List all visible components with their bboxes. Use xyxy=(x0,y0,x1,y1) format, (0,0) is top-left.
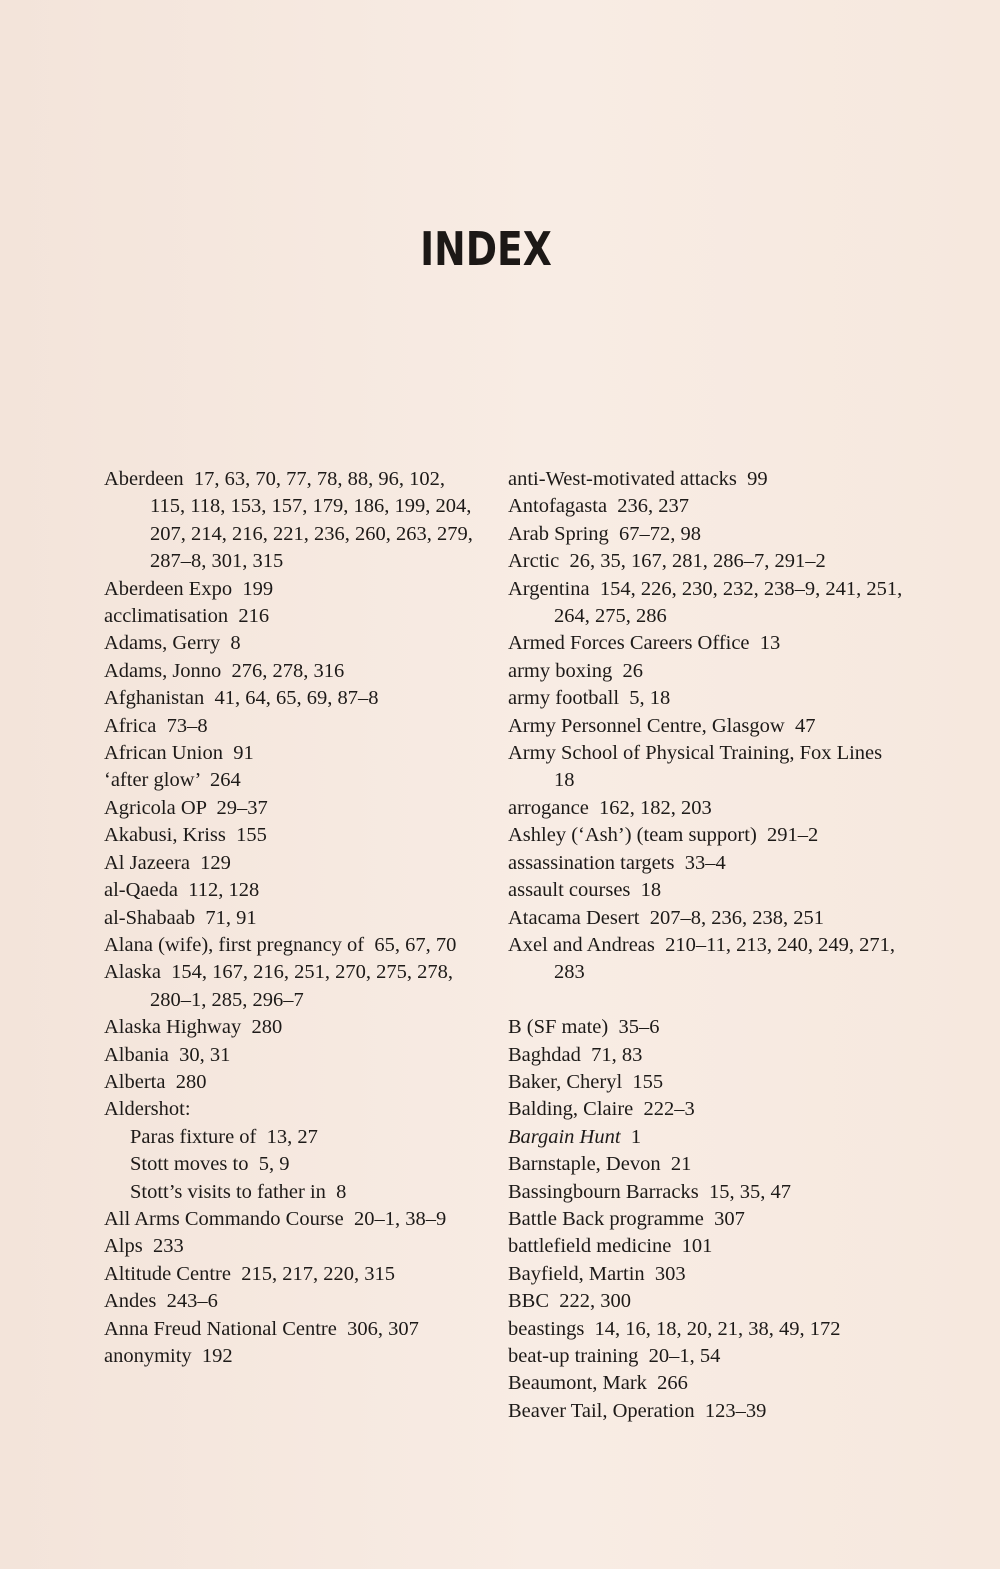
index-entry: Alaska Highway 280 xyxy=(104,1016,283,1039)
index-entry: Axel and Andreas 210–11, 213, 240, 249, 271, 283 xyxy=(508,933,901,984)
index-entry: Arctic 26, 35, 167, 281, 286–7, 291–2 xyxy=(508,550,826,573)
index-entry: arrogance 162, 182, 203 xyxy=(508,796,712,819)
index-entry: al-Qaeda 112, 128 xyxy=(104,879,260,902)
index-entry-title: Bargain Hunt xyxy=(508,1125,621,1148)
index-entry: assassination targets 33–4 xyxy=(508,851,726,874)
index-entry: Army Personnel Centre, Glasgow 47 xyxy=(508,714,816,737)
index-entry: anonymity 192 xyxy=(104,1345,233,1367)
index-entry: Altitude Centre 215, 217, 220, 315 xyxy=(104,1262,395,1285)
index-letter-gap xyxy=(508,987,908,1014)
index-entry: Atacama Desert 207–8, 236, 238, 251 xyxy=(508,906,824,929)
index-entry xyxy=(508,1124,908,1151)
index-entry: Battle Back programme 307 xyxy=(508,1207,745,1230)
index-entry: ‘after glow’ 264 xyxy=(104,769,241,792)
index-entry: BBC 222, 300 xyxy=(508,1290,632,1313)
index-entry: Agricola OP 29–37 xyxy=(104,796,268,819)
index-entry: Anna Freud National Centre 306, 307 xyxy=(104,1317,419,1340)
index-entry: Bassingbourn Barracks 15, 35, 47 xyxy=(508,1180,791,1203)
index-entry: Aberdeen Expo 199 xyxy=(104,577,274,600)
index-entry: army boxing 26 xyxy=(508,659,643,682)
index-entry: Albania 30, 31 xyxy=(104,1043,231,1066)
index-entry: Alaska 154, 167, 216, 251, 270, 275, 278, 280–1, 285, 296–7 xyxy=(104,961,459,1011)
index-entry: battlefield medicine 101 xyxy=(508,1235,713,1258)
index-subentry: Stott moves to 5, 9 xyxy=(130,1153,290,1176)
index-entry: Baker, Cheryl 155 xyxy=(508,1070,664,1093)
index-entry: Ashley (‘Ash’) (team support) 291–2 xyxy=(508,824,819,847)
index-entry: assault courses 18 xyxy=(508,879,662,902)
index-entry: Adams, Gerry 8 xyxy=(104,632,241,655)
index-entry: Andes 243–6 xyxy=(104,1290,218,1313)
index-entry: Argentina 154, 226, 230, 232, 238–9, 241, 251, 264, 275, 286 xyxy=(508,577,908,628)
index-entry: beastings 14, 16, 18, 20, 21, 38, 49, 172 xyxy=(508,1317,841,1340)
index-entry: acclimatisation 216 xyxy=(104,605,270,628)
index-entry: anti-West-motivated attacks 99 xyxy=(508,468,768,490)
index-entry: Baghdad 71, 83 xyxy=(508,1043,643,1066)
index-entry: Beaver Tail, Operation 123–39 xyxy=(508,1399,767,1422)
index-entry: Antofagasta 236, 237 xyxy=(508,495,690,518)
index-subentry: Paras fixture of 13, 27 xyxy=(130,1125,318,1148)
index-entry: B (SF mate) 35–6 xyxy=(508,1016,660,1039)
index-entry: Armed Forces Careers Office 13 xyxy=(508,632,781,655)
index-entry: Afghanistan 41, 64, 65, 69, 87–8 xyxy=(104,687,379,710)
index-column-left xyxy=(104,466,484,1370)
index-entry: Africa 73–8 xyxy=(104,714,208,737)
index-entry: Al Jazeera 129 xyxy=(104,851,231,874)
index-entry: Bayfield, Martin 303 xyxy=(508,1262,686,1285)
index-entry: al-Shabaab 71, 91 xyxy=(104,906,257,929)
index-entry: Balding, Claire 222–3 xyxy=(508,1098,695,1121)
index-entry: Alps 233 xyxy=(104,1235,184,1258)
index-entry: Beaumont, Mark 266 xyxy=(508,1372,688,1395)
index-entry: Alana (wife), first pregnancy of 65, 67, 70 xyxy=(104,933,457,956)
index-entry: Barnstaple, Devon 21 xyxy=(508,1153,692,1176)
index-entry: Adams, Jonno 276, 278, 316 xyxy=(104,659,345,682)
index-entry: Arab Spring 67–72, 98 xyxy=(508,522,702,545)
index-entry: All Arms Commando Course 20–1, 38–9 xyxy=(104,1207,447,1230)
index-entry: beat-up training 20–1, 54 xyxy=(508,1344,721,1367)
index-entry: army football 5, 18 xyxy=(508,687,671,710)
index-entry: Aldershot: xyxy=(104,1098,191,1121)
index-subentry: Stott’s visits to father in 8 xyxy=(130,1180,347,1203)
index-entry: Alberta 280 xyxy=(104,1070,207,1093)
index-entry: Aberdeen 17, 63, 70, 77, 78, 88, 96, 102, 115, 118, 153, 157, 179, 186, 199, 204, 207, 214, 216, 221, 236, 260, 263, 279, 287–8, 301, 315 xyxy=(104,468,478,573)
index-column-right xyxy=(508,466,908,1425)
index-entry: Army School of Physical Training, Fox Lines 18 xyxy=(508,742,893,792)
page-title: INDEX xyxy=(420,222,552,276)
index-entry: African Union 91 xyxy=(104,742,254,765)
index-entry: Akabusi, Kriss 155 xyxy=(104,824,267,847)
index-entry-pages: 1 xyxy=(630,1125,642,1148)
